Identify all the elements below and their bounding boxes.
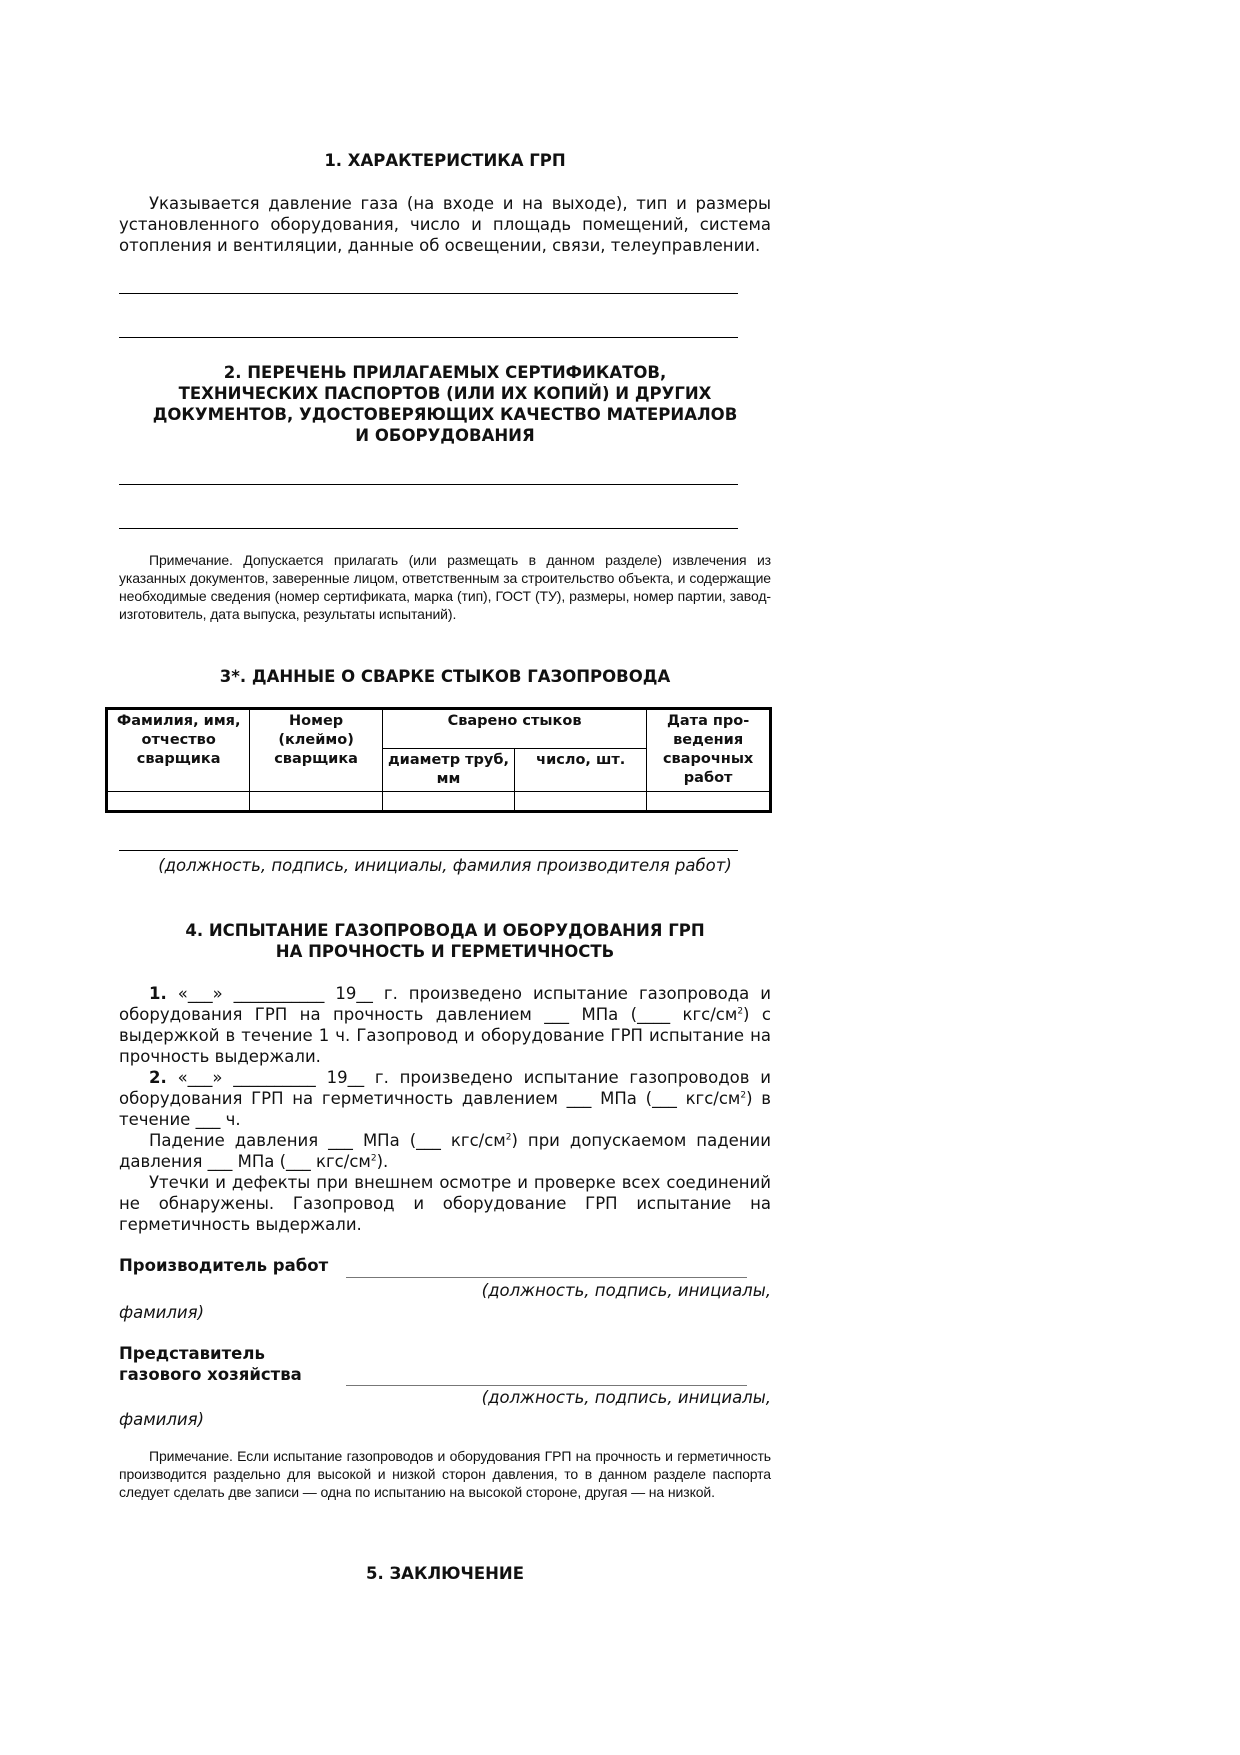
header-date: Дата про-ведения сварочных работ (647, 709, 771, 792)
superscript: 2 (505, 1132, 512, 1143)
signature-line-producer (119, 850, 738, 851)
section-2-title (105, 362, 785, 446)
section-4-note-block (119, 1447, 771, 1501)
pressure-drop (119, 1130, 771, 1172)
producer-label: Производитель работ (119, 1256, 329, 1275)
section-2-note: Примечание. Допускается прилагать (или размещать в данном разделе) извлечения из указанных документов, заверенные лицом, ответственным за строительство объекта, и содержащие необходимые сведения (номер сертификата, марка (тип), ГОСТ (ТУ), размеры, номер партии, завод-изготовитель, дата выпуска, результаты испытаний). (119, 552, 771, 622)
section-5-title: 5. ЗАКЛЮЧЕНИЕ (365, 1564, 525, 1583)
section-3 (119, 666, 771, 687)
table-header-row (107, 709, 771, 749)
item-2-text-a: «___» __________ 19__ г. произведено испытание газопроводов и оборудования ГРП на герметичность давлением ___ МПа (___ кгс/см (119, 1068, 771, 1108)
section-1-title: 1. ХАРАКТЕРИСТИКА ГРП (324, 151, 566, 170)
section-2-title-line: 2. ПЕРЕЧЕНЬ ПРИЛАГАЕМЫХ СЕРТИФИКАТОВ, (223, 363, 667, 382)
producer-caption: (должность, подпись, инициалы, (481, 1281, 771, 1300)
header-joints-welded: Сварено стыков (382, 709, 646, 749)
section-4-title (105, 920, 785, 962)
superscript: 2 (370, 1153, 377, 1164)
drop-text-a: Падение давления ___ МПа (___ кгс/см (149, 1131, 506, 1150)
test-item-1 (119, 983, 771, 1067)
item-1-text-a: «___» ___________ 19__ г. произведено испытание газопровода и оборудования ГРП на прочность давлением ___ МПа (____ кгс/см (119, 984, 771, 1024)
blank-line-1 (119, 293, 738, 294)
producer-signature-line[interactable] (346, 1277, 747, 1278)
blank-line-4 (119, 528, 738, 529)
table-cell[interactable] (515, 792, 647, 812)
table-cell[interactable] (107, 792, 250, 812)
section-2-note-block (119, 551, 771, 623)
item-2-number: 2. (149, 1068, 167, 1087)
section-3-title: 3*. ДАННЫЕ О СВАРКЕ СТЫКОВ ГАЗОПРОВОДА (219, 667, 671, 686)
header-welder-number: Номер (клеймо) сварщика (250, 709, 382, 792)
item-1-text-b: ) с выдержкой в течение 1 ч. Газопровод и оборудование ГРП испытание на прочность выдержали. (119, 1005, 771, 1066)
blank-line-3 (119, 484, 738, 485)
item-2-text-b: ) в течение ___ ч. (119, 1089, 771, 1129)
header-welder-name: Фамилия, имя, отчество сварщика (107, 709, 250, 792)
section-4-note: Примечание. Если испытание газопроводов и оборудования ГРП на прочность и герметичность производится раздельно для высокой и низкой сторон давления, то в данном разделе паспорта следует сделать две записи — одна по испытанию на высокой стороне, другая — на низкой. (119, 1448, 771, 1500)
section-2-title-line: ТЕХНИЧЕСКИХ ПАСПОРТОВ (ИЛИ ИХ КОПИЙ) И ДРУГИХ (178, 384, 712, 403)
section-1-text: Указывается давление газа (на входе и на выходе), тип и размеры установленного оборудования, число и площадь помещений, система отопления и вентиляции, данные об освещении, связи, телеуправлении. (119, 194, 771, 255)
representative-label-line: Представитель (119, 1344, 265, 1363)
representative-signature-line[interactable] (346, 1385, 747, 1386)
section-4-title-line: НА ПРОЧНОСТЬ И ГЕРМЕТИЧНОСТЬ (275, 942, 615, 961)
test-item-2 (119, 1067, 771, 1130)
leaks-text: Утечки и дефекты при внешнем осмотре и проверке всех соединений не обнаружены. Газопровод и оборудование ГРП испытание на герметичность выдержали. (119, 1173, 771, 1234)
producer-caption-cont: фамилия) (119, 1303, 205, 1322)
table-cell[interactable] (250, 792, 382, 812)
table-cell[interactable] (647, 792, 771, 812)
section-2-title-line: ДОКУМЕНТОВ, УДОСТОВЕРЯЮЩИХ КАЧЕСТВО МАТЕРИАЛОВ (152, 405, 738, 424)
section-4-body (119, 983, 771, 1235)
section-5 (119, 1563, 771, 1584)
section-1-text-block (119, 193, 771, 256)
superscript: 2 (740, 1090, 747, 1101)
blank-line-2 (119, 337, 738, 338)
representative-label (119, 1343, 302, 1385)
drop-text-c: ). (376, 1152, 389, 1171)
header-joint-count: число, шт. (515, 749, 647, 792)
drop-text-b: ) при допускаемом падении давления ___ МПа (___ кгс/см (119, 1131, 771, 1171)
superscript: 2 (737, 1006, 744, 1017)
table-row (107, 792, 771, 812)
representative-caption: (должность, подпись, инициалы, (481, 1388, 771, 1407)
welding-table (105, 707, 772, 813)
section-4-title-line: 4. ИСПЫТАНИЕ ГАЗОПРОВОДА И ОБОРУДОВАНИЯ ГРП (185, 921, 705, 940)
header-pipe-diameter: диаметр труб, мм (382, 749, 514, 792)
signature-caption: (должность, подпись, инициалы, фамилия производителя работ) (158, 856, 732, 875)
representative-label-line: газового хозяйства (119, 1365, 302, 1384)
table-cell[interactable] (382, 792, 514, 812)
item-1-number: 1. (149, 984, 167, 1003)
section-2-title-line: И ОБОРУДОВАНИЯ (355, 426, 535, 445)
representative-caption-cont: фамилия) (119, 1410, 205, 1429)
section-1 (119, 150, 771, 171)
